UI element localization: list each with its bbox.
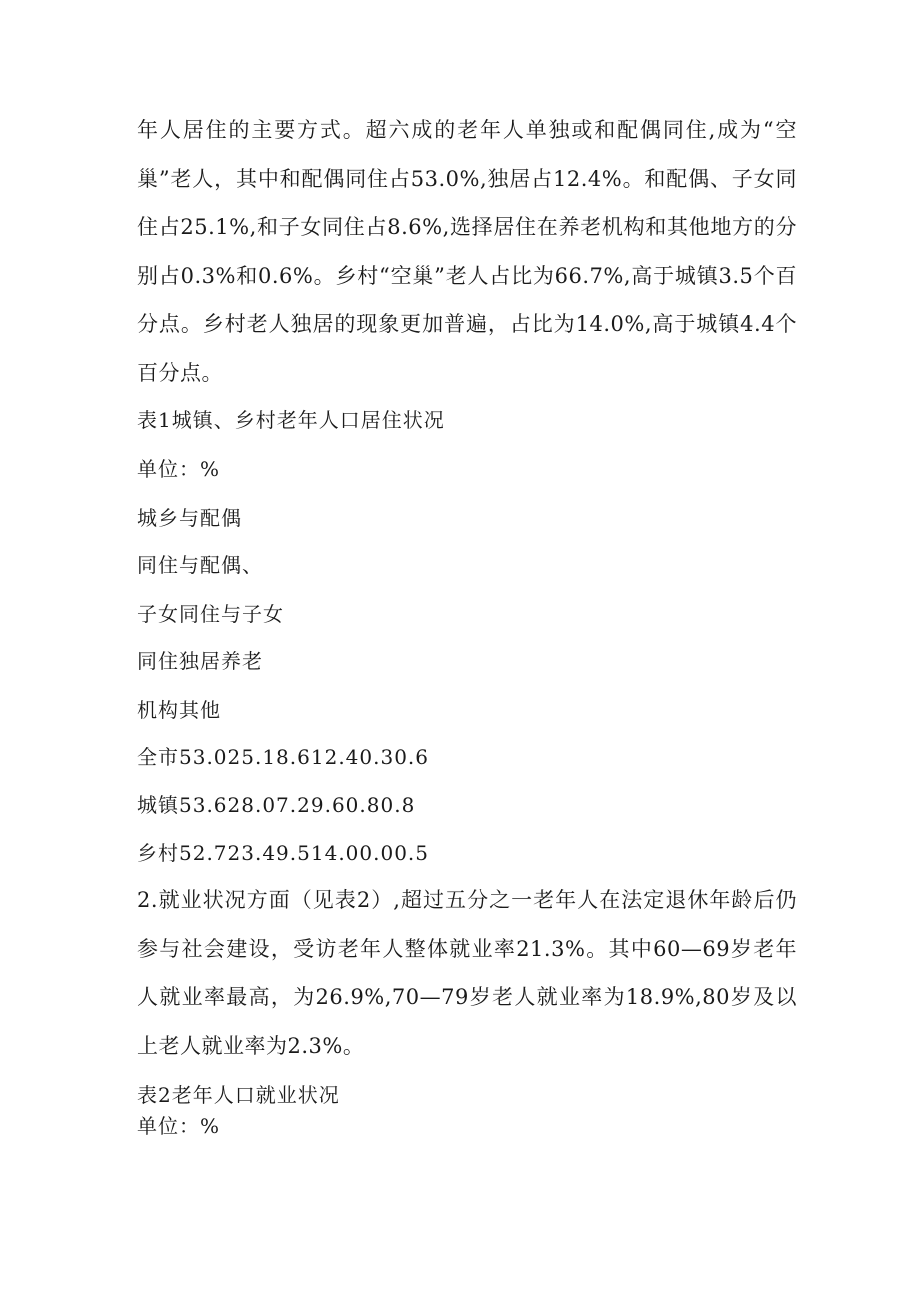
table-1-unit: 单位：%: [137, 457, 221, 481]
table-row: 城镇53.628.07.29.60.80.8: [137, 793, 416, 817]
table-1-header-line: 同住与配偶、: [137, 553, 263, 577]
table-1-header-line: 同住独居养老: [137, 649, 263, 673]
paragraph-living-arrangements: 年人居住的主要方式。超六成的老年人单独或和配偶同住,成为“空巢”老人，其中和配偶同住占53.0%,独居占12.4%。和配偶、子女同住占25.1%,和子女同住占8.6%,选择居住在养老机构和其他地方的分别占0.3%和0.6%。乡村“空巢”老人占比为66.7%,高于城镇3.5个百分点。乡村老人独居的现象更加普遍，占比为14.0%,高于城镇4.4个百分点。: [137, 118, 797, 385]
table-row: 全市53.025.18.612.40.30.6: [137, 745, 430, 769]
table-1-header-line: 机构其他: [137, 698, 221, 722]
table-2-caption: 表2老年人口就业状况: [137, 1083, 340, 1107]
paragraph-employment: 2.就业状况方面（见表2）,超过五分之一老年人在法定退休年龄后仍参与社会建设，受访老年人整体就业率21.3%。其中60—69岁老年人就业率最高，为26.9%,70—79岁老人就业率为18.9%,80岁及以上老人就业率为2.3%。: [137, 888, 797, 1058]
table-row: 乡村52.723.49.514.00.00.5: [137, 841, 430, 865]
table-1-header-line: 子女同住与子女: [137, 602, 284, 626]
table-1-header-line: 城乡与配偶: [137, 506, 242, 530]
table-2-unit: 单位：%: [137, 1114, 221, 1138]
table-1-caption: 表1城镇、乡村老年人口居住状况: [137, 408, 445, 432]
